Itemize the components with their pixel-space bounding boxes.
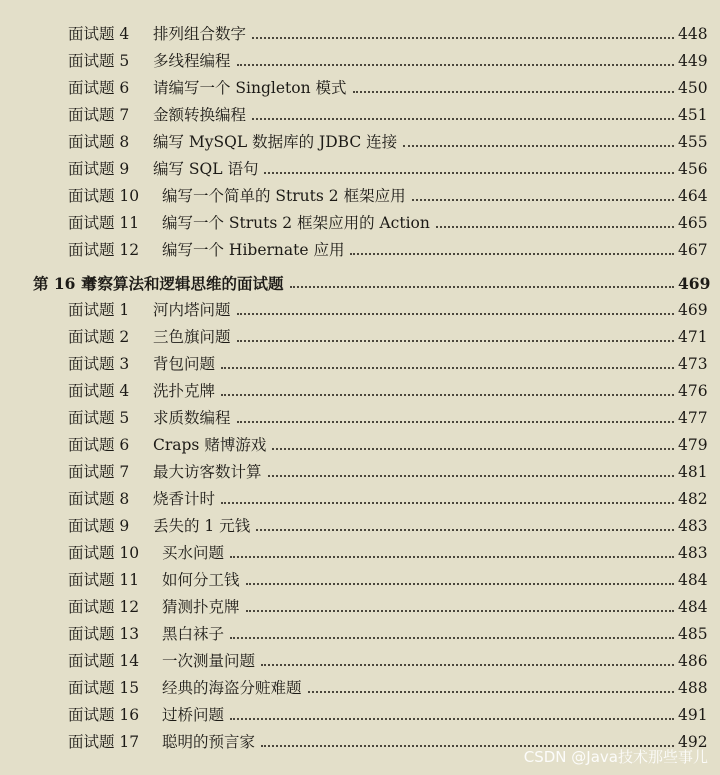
page-number: 469 — [678, 301, 708, 319]
dot-leader — [221, 502, 674, 504]
dot-leader — [230, 556, 674, 558]
toc-entry — [0, 297, 720, 324]
page-number: 484 — [678, 571, 708, 589]
entry-title: 金额转换编程 — [153, 106, 247, 124]
toc-entry — [0, 21, 720, 48]
entry-title: 编写一个 Struts 2 框架应用的 Action — [162, 214, 430, 232]
toc-entry — [0, 567, 720, 594]
dot-leader — [237, 313, 674, 315]
entry-number: 面试题 3 — [68, 355, 130, 373]
toc-entry — [0, 156, 720, 183]
entry-title: 聪明的预言家 — [162, 733, 256, 751]
dot-leader — [237, 340, 674, 342]
toc-entry — [0, 513, 720, 540]
entry-number: 面试题 5 — [68, 409, 130, 427]
entry-number: 面试题 8 — [68, 490, 130, 508]
entry-number: 面试题 15 — [68, 679, 140, 697]
chapter-number: 第 16 章 — [33, 274, 97, 293]
toc-entry — [0, 75, 720, 102]
page-number: 455 — [678, 133, 708, 151]
entry-title: 一次测量问题 — [162, 652, 256, 670]
entry-number: 面试题 17 — [68, 733, 140, 751]
entry-title: 编写一个 Hibernate 应用 — [162, 241, 345, 259]
entry-title: 排列组合数字 — [153, 25, 247, 43]
page-number: 481 — [678, 463, 708, 481]
dot-leader — [221, 367, 674, 369]
page-number: 467 — [678, 241, 708, 259]
entry-title: 背包问题 — [153, 355, 216, 373]
toc-entry — [0, 540, 720, 567]
page-number: 464 — [678, 187, 708, 205]
dot-leader — [272, 448, 674, 450]
page-number: 486 — [678, 652, 708, 670]
entry-title: 求质数编程 — [153, 409, 231, 427]
chapter-heading — [0, 270, 720, 297]
dot-leader — [350, 253, 674, 255]
entry-title: 编写一个简单的 Struts 2 框架应用 — [162, 187, 406, 205]
page-number: 491 — [678, 706, 708, 724]
entry-number: 面试题 9 — [68, 517, 130, 535]
toc-entry — [0, 129, 720, 156]
entry-number: 面试题 10 — [68, 187, 140, 205]
entry-title: 猜测扑克牌 — [162, 598, 240, 616]
entry-number: 面试题 14 — [68, 652, 140, 670]
page-number: 477 — [678, 409, 708, 427]
toc-entry — [0, 48, 720, 75]
toc-entry — [0, 183, 720, 210]
dot-leader — [436, 226, 674, 228]
dot-leader — [403, 145, 674, 147]
page-number: 473 — [678, 355, 708, 373]
page-number: 492 — [678, 733, 708, 751]
entry-title: 经典的海盗分赃难题 — [162, 679, 302, 697]
dot-leader — [230, 637, 674, 639]
toc-entry — [0, 432, 720, 459]
toc-entry — [0, 702, 720, 729]
entry-number: 面试题 2 — [68, 328, 130, 346]
entry-title: 烧香计时 — [153, 490, 216, 508]
toc-entry — [0, 237, 720, 264]
page-number: 482 — [678, 490, 708, 508]
dot-leader — [308, 691, 674, 693]
entry-number: 面试题 12 — [68, 241, 140, 259]
toc-entry — [0, 675, 720, 702]
toc-entry — [0, 378, 720, 405]
page-number: 451 — [678, 106, 708, 124]
page-number: 484 — [678, 598, 708, 616]
entry-title: 最大访客数计算 — [153, 463, 262, 481]
dot-leader — [246, 583, 674, 585]
page-number: 485 — [678, 625, 708, 643]
dot-leader — [264, 172, 674, 174]
entry-title: 河内塔问题 — [153, 301, 231, 319]
entry-number: 面试题 8 — [68, 133, 130, 151]
toc-entry — [0, 324, 720, 351]
toc-entry — [0, 210, 720, 237]
watermark-text: CSDN @Java技术那些事儿 — [523, 748, 708, 766]
entry-title: 编写 SQL 语句 — [153, 160, 259, 178]
entry-number: 面试题 10 — [68, 544, 140, 562]
toc-entry — [0, 351, 720, 378]
entry-title: 黑白袜子 — [162, 625, 225, 643]
entry-number: 面试题 11 — [68, 214, 140, 232]
entry-title: 三色旗问题 — [153, 328, 231, 346]
entry-number: 面试题 1 — [68, 301, 130, 319]
page-number: 476 — [678, 382, 708, 400]
entry-title: 多线程编程 — [153, 52, 231, 70]
dot-leader — [261, 664, 674, 666]
entry-number: 面试题 7 — [68, 106, 130, 124]
toc-entry — [0, 486, 720, 513]
entry-title: Craps 赌博游戏 — [153, 436, 267, 454]
page-number: 469 — [678, 274, 711, 293]
entry-number: 面试题 7 — [68, 463, 130, 481]
dot-leader — [237, 64, 674, 66]
dot-leader — [353, 91, 674, 93]
toc-entry — [0, 459, 720, 486]
page-number: 488 — [678, 679, 708, 697]
dot-leader — [246, 610, 674, 612]
entry-title: 丢失的 1 元钱 — [153, 517, 251, 535]
entry-number: 面试题 11 — [68, 571, 140, 589]
dot-leader — [237, 421, 674, 423]
entry-number: 面试题 4 — [68, 25, 130, 43]
page-number: 450 — [678, 79, 708, 97]
page-number: 471 — [678, 328, 708, 346]
toc-entry — [0, 621, 720, 648]
entry-title: 过桥问题 — [162, 706, 225, 724]
toc-entry — [0, 594, 720, 621]
dot-leader — [230, 718, 674, 720]
chapter-title: 考察算法和逻辑思维的面试题 — [82, 274, 284, 293]
entry-title: 编写 MySQL 数据库的 JDBC 连接 — [153, 133, 398, 151]
dot-leader — [252, 37, 674, 39]
page-number: 465 — [678, 214, 708, 232]
entry-title: 买水问题 — [162, 544, 225, 562]
entry-title: 请编写一个 Singleton 模式 — [153, 79, 347, 97]
entry-number: 面试题 5 — [68, 52, 130, 70]
entry-title: 如何分工钱 — [162, 571, 240, 589]
dot-leader — [268, 475, 674, 477]
entry-number: 面试题 13 — [68, 625, 140, 643]
dot-leader — [412, 199, 674, 201]
dot-leader — [252, 118, 674, 120]
page-number: 449 — [678, 52, 708, 70]
entry-number: 面试题 9 — [68, 160, 130, 178]
page-number: 483 — [678, 544, 708, 562]
page-number: 448 — [678, 25, 708, 43]
entry-number: 面试题 12 — [68, 598, 140, 616]
page-number: 483 — [678, 517, 708, 535]
entry-number: 面试题 4 — [68, 382, 130, 400]
dot-leader — [290, 286, 674, 288]
entry-title: 洗扑克牌 — [153, 382, 216, 400]
toc-entry — [0, 102, 720, 129]
toc-entry — [0, 648, 720, 675]
entry-number: 面试题 6 — [68, 79, 130, 97]
page-number: 479 — [678, 436, 708, 454]
dot-leader — [256, 529, 674, 531]
toc-entry — [0, 405, 720, 432]
page-number: 456 — [678, 160, 708, 178]
dot-leader — [221, 394, 674, 396]
entry-number: 面试题 6 — [68, 436, 130, 454]
entry-number: 面试题 16 — [68, 706, 140, 724]
